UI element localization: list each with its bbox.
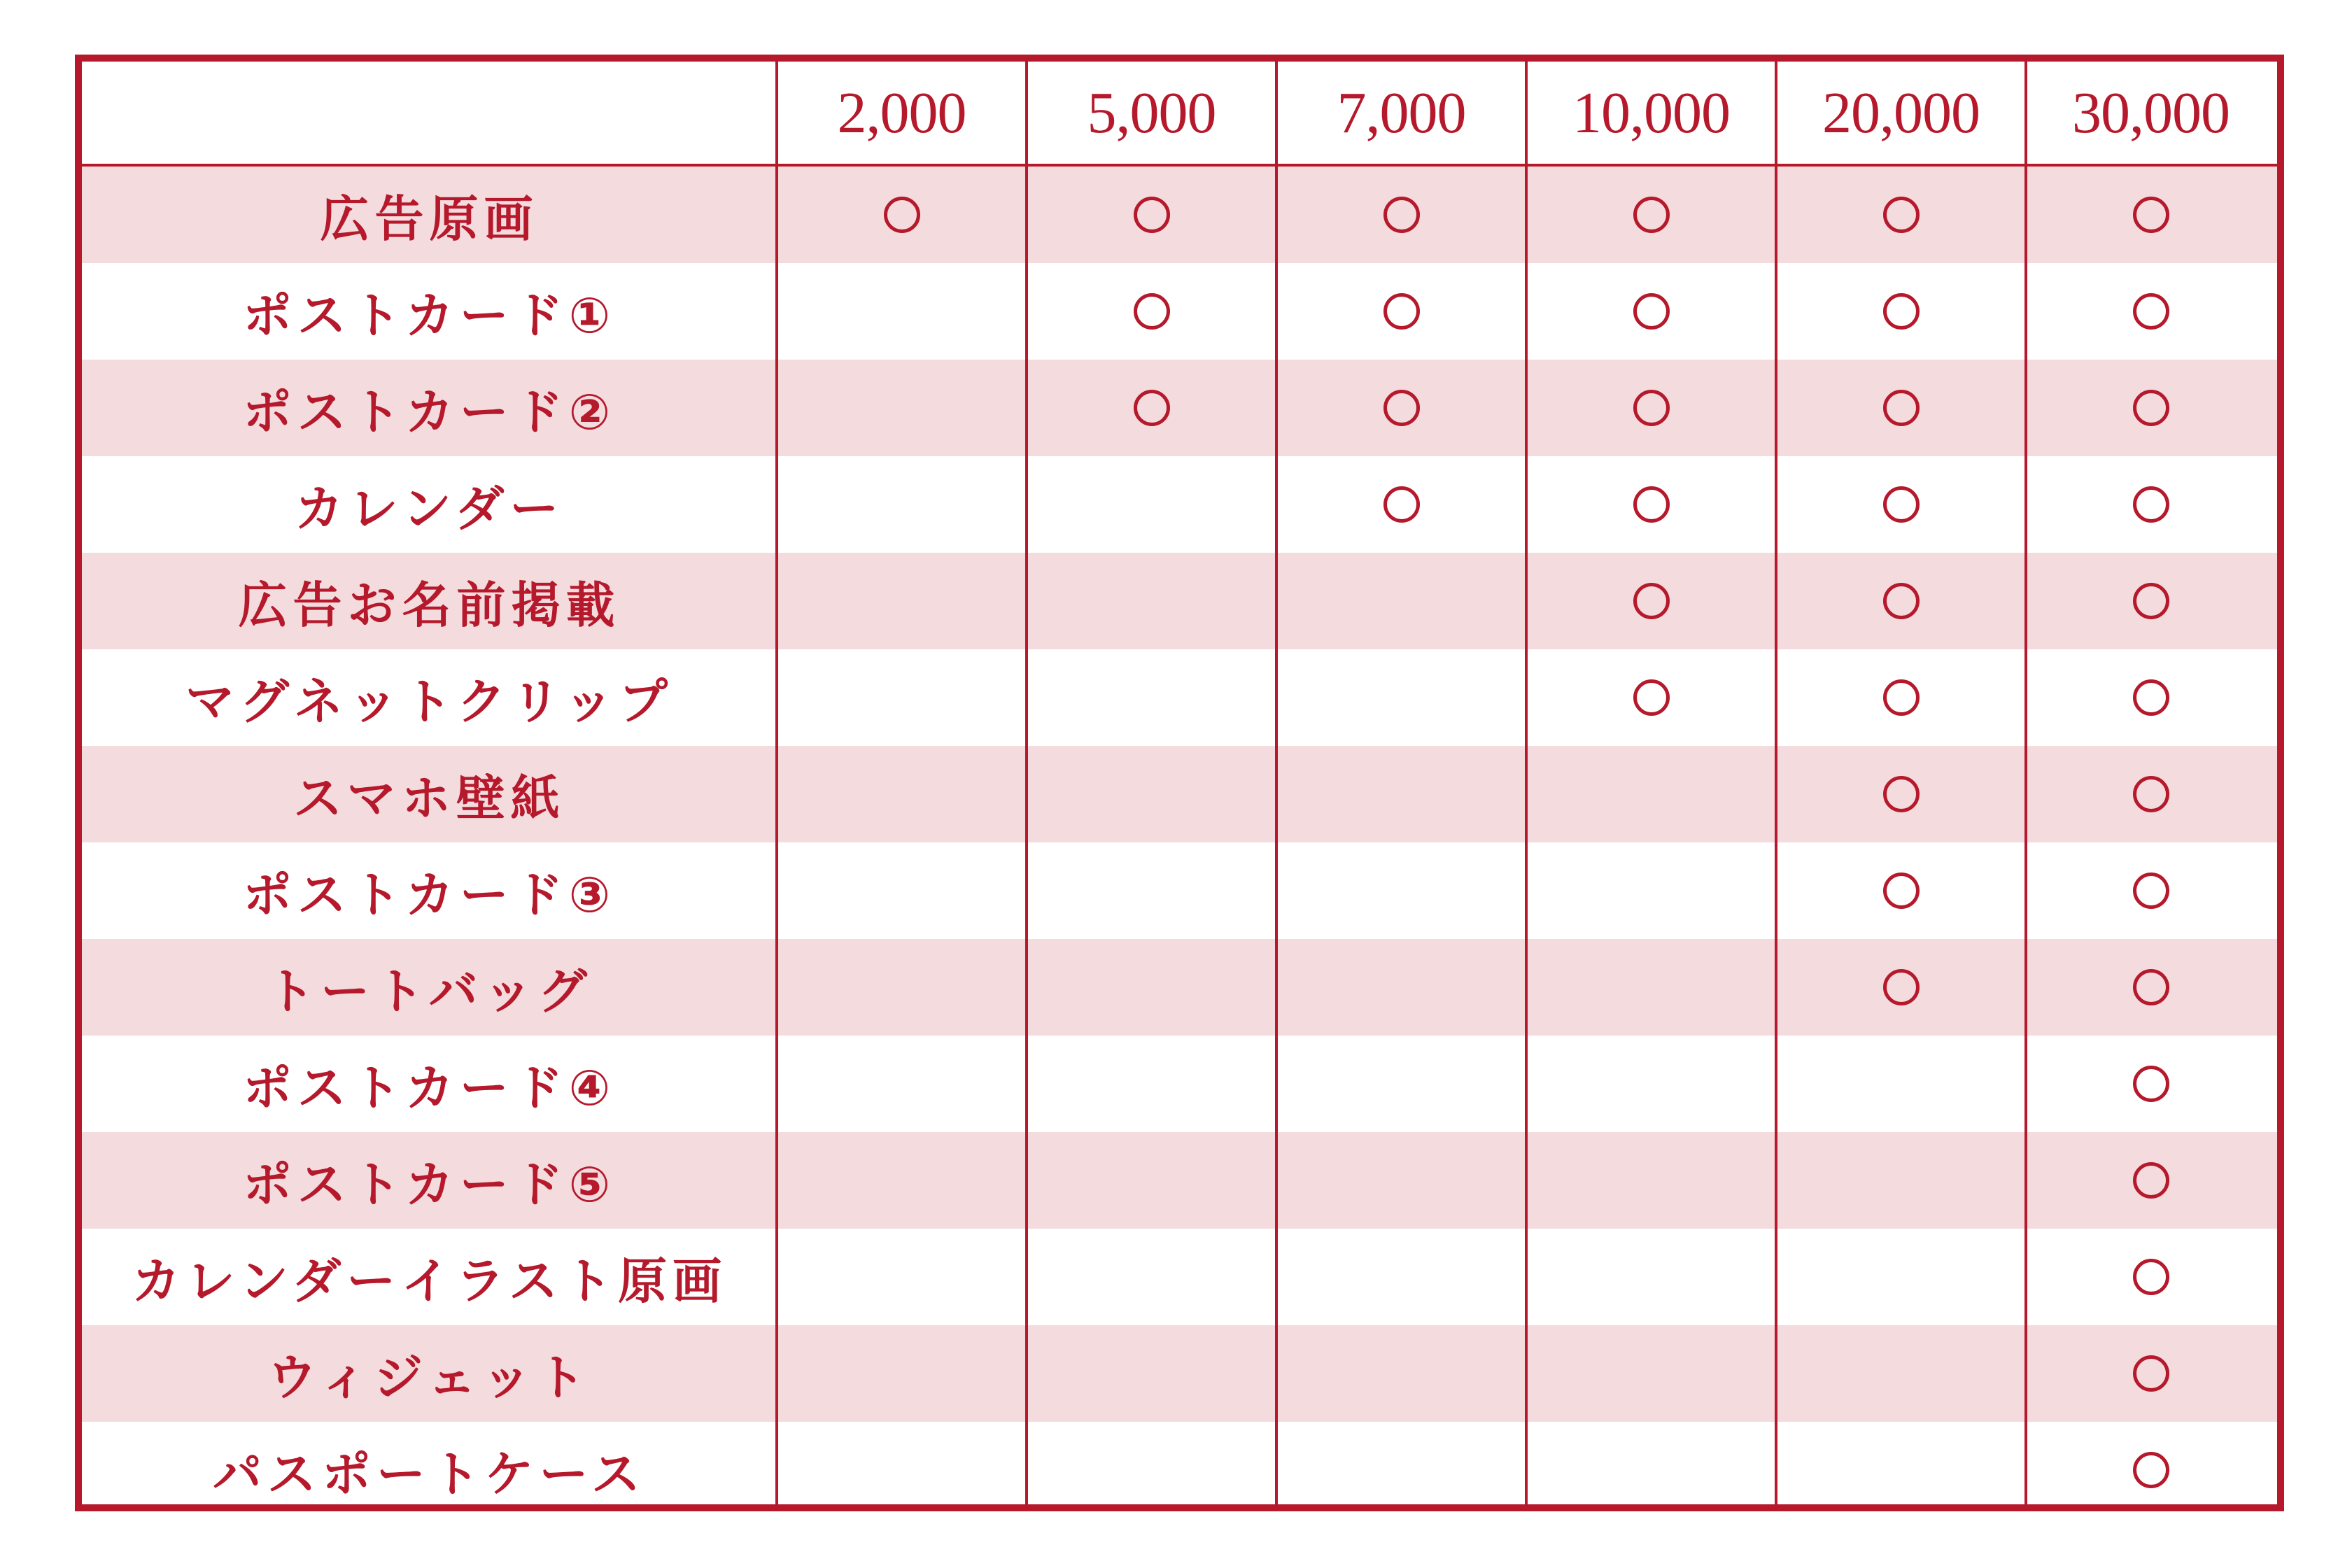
included-circle-icon	[2133, 486, 2169, 523]
table-cell	[1776, 842, 2026, 939]
table-cell	[1027, 1229, 1276, 1325]
table-row	[82, 842, 2277, 939]
table-cell	[2026, 360, 2276, 456]
table-cell	[1526, 1229, 1776, 1325]
table-cell	[777, 1325, 1027, 1422]
table-cell	[1276, 649, 1526, 746]
table-cell	[1276, 939, 1526, 1036]
table-row	[82, 746, 2277, 842]
table-cell	[2026, 746, 2276, 842]
table-cell	[1776, 456, 2026, 553]
table-cell	[1526, 1325, 1776, 1422]
table-cell	[1776, 1132, 2026, 1229]
table-cell	[2026, 1422, 2276, 1518]
included-circle-icon	[1883, 293, 1920, 330]
row-label: スマホ壁紙	[293, 769, 565, 827]
table-cell	[777, 360, 1027, 456]
row-label: ポストカード①	[242, 286, 617, 344]
included-circle-icon	[1383, 390, 1420, 426]
row-label: カレンダーイラスト原画	[131, 1252, 728, 1310]
table-cell	[1276, 1422, 1526, 1518]
table-cell	[777, 1036, 1027, 1132]
table-cell	[1027, 456, 1276, 553]
table-cell	[2026, 842, 2276, 939]
included-circle-icon	[1134, 390, 1170, 426]
table-cell	[1526, 553, 1776, 649]
table-cell	[777, 649, 1027, 746]
table-cell	[1027, 1132, 1276, 1229]
included-circle-icon	[2133, 293, 2169, 330]
table-cell	[2026, 1325, 2276, 1422]
table-cell	[1776, 263, 2026, 360]
table-cell	[1276, 167, 1526, 263]
table-cell	[1027, 1036, 1276, 1132]
table-cell	[1027, 1325, 1276, 1422]
included-circle-icon	[1883, 486, 1920, 523]
tier-header-30000: 30,000	[2072, 80, 2230, 146]
row-label: マグネットクリップ	[185, 672, 674, 730]
table-cell	[1276, 1132, 1526, 1229]
table-cell	[1027, 1422, 1276, 1518]
table-cell	[777, 1229, 1027, 1325]
included-circle-icon	[1883, 776, 1920, 812]
table-cell	[1526, 939, 1776, 1036]
included-circle-icon	[884, 197, 920, 233]
table-cell	[1027, 263, 1276, 360]
included-circle-icon	[1883, 969, 1920, 1005]
column-divider	[2024, 62, 2027, 1504]
table-cell	[777, 1422, 1027, 1518]
included-circle-icon	[2133, 583, 2169, 619]
table-cell	[777, 842, 1027, 939]
table-cell	[1276, 842, 1526, 939]
table-cell	[777, 746, 1027, 842]
included-circle-icon	[1383, 486, 1420, 523]
table-cell	[1776, 1229, 2026, 1325]
included-circle-icon	[2133, 969, 2169, 1005]
table-row	[82, 553, 2277, 649]
column-divider	[1275, 62, 1278, 1504]
row-label: ポストカード④	[242, 1059, 617, 1117]
tier-header-20000: 20,000	[1822, 80, 1980, 146]
included-circle-icon	[1134, 293, 1170, 330]
row-label: ウィジェット	[267, 1348, 591, 1406]
included-circle-icon	[1134, 197, 1170, 233]
column-divider	[1025, 62, 1028, 1504]
table-cell	[1776, 1325, 2026, 1422]
table-row	[82, 1036, 2277, 1132]
table-row	[82, 360, 2277, 456]
table-cell	[2026, 456, 2276, 553]
included-circle-icon	[1633, 293, 1670, 330]
column-divider	[1775, 62, 1777, 1504]
included-circle-icon	[2133, 776, 2169, 812]
column-divider	[775, 62, 778, 1504]
table-cell	[1027, 360, 1276, 456]
table-cell	[1526, 649, 1776, 746]
table-cell	[1526, 456, 1776, 553]
table-cell	[1526, 167, 1776, 263]
table-cell	[777, 553, 1027, 649]
table-cell	[1027, 746, 1276, 842]
table-row	[82, 649, 2277, 746]
tier-header-5000: 5,000	[1087, 80, 1216, 146]
table-row	[82, 1325, 2277, 1422]
tier-header-2000: 2,000	[837, 80, 966, 146]
table-cell	[1526, 746, 1776, 842]
table-cell	[1526, 1132, 1776, 1229]
column-divider	[1525, 62, 1528, 1504]
header-corner-cell	[82, 62, 777, 164]
row-label: ポストカード②	[242, 383, 617, 441]
table-row	[82, 167, 2277, 263]
included-circle-icon	[2133, 1259, 2169, 1295]
table-cell	[1276, 456, 1526, 553]
row-label: パスポートケース	[212, 1445, 647, 1503]
included-circle-icon	[2133, 1162, 2169, 1199]
table-cell	[1776, 553, 2026, 649]
table-cell	[1276, 1036, 1526, 1132]
table-cell	[1276, 263, 1526, 360]
table-cell	[2026, 167, 2276, 263]
table-row	[82, 1132, 2277, 1229]
table-cell	[1776, 167, 2026, 263]
table-cell	[1526, 842, 1776, 939]
table-cell	[1276, 1325, 1526, 1422]
table-cell	[2026, 553, 2276, 649]
table-cell	[1776, 360, 2026, 456]
table-cell	[1276, 553, 1526, 649]
row-label: トートバッグ	[266, 962, 593, 1020]
table-cell	[2026, 939, 2276, 1036]
table-cell	[1276, 360, 1526, 456]
included-circle-icon	[1633, 486, 1670, 523]
included-circle-icon	[2133, 1066, 2169, 1102]
included-circle-icon	[1633, 197, 1670, 233]
included-circle-icon	[2133, 873, 2169, 909]
included-circle-icon	[1633, 390, 1670, 426]
table-row	[82, 1422, 2277, 1518]
table-row	[82, 263, 2277, 360]
included-circle-icon	[1883, 583, 1920, 619]
table-row	[82, 939, 2277, 1036]
table-cell	[2026, 1132, 2276, 1229]
table-cell	[1526, 1422, 1776, 1518]
included-circle-icon	[1633, 679, 1670, 716]
included-circle-icon	[2133, 1452, 2169, 1488]
table-cell	[1276, 1229, 1526, 1325]
table-cell	[777, 263, 1027, 360]
included-circle-icon	[1383, 293, 1420, 330]
included-circle-icon	[1883, 679, 1920, 716]
table-cell	[1776, 939, 2026, 1036]
tier-header-10000: 10,000	[1572, 80, 1730, 146]
table-row	[82, 1229, 2277, 1325]
table-row	[82, 456, 2277, 553]
table-cell	[1776, 649, 2026, 746]
tier-header-7000: 7,000	[1337, 80, 1466, 146]
table-cell	[1776, 1422, 2026, 1518]
row-label: 広告お名前掲載	[238, 576, 621, 634]
table-cell	[1027, 167, 1276, 263]
table-cell	[2026, 1229, 2276, 1325]
included-circle-icon	[2133, 197, 2169, 233]
row-label: カレンダー	[294, 479, 565, 537]
table-cell	[1027, 649, 1276, 746]
table-cell	[1776, 746, 2026, 842]
table-cell	[777, 1132, 1027, 1229]
table-cell	[1526, 360, 1776, 456]
included-circle-icon	[1883, 873, 1920, 909]
included-circle-icon	[2133, 1355, 2169, 1392]
included-circle-icon	[2133, 390, 2169, 426]
row-label: ポストカード⑤	[242, 1155, 617, 1213]
included-circle-icon	[2133, 679, 2169, 716]
row-label: ポストカード③	[242, 866, 617, 924]
table-cell	[1526, 1036, 1776, 1132]
table-cell	[2026, 649, 2276, 746]
row-label: 広告原画	[320, 190, 539, 248]
reward-table	[75, 55, 2284, 1511]
table-cell	[777, 939, 1027, 1036]
table-cell	[1526, 263, 1776, 360]
table-cell	[1027, 939, 1276, 1036]
table-cell	[1027, 553, 1276, 649]
included-circle-icon	[1883, 390, 1920, 426]
included-circle-icon	[1383, 197, 1420, 233]
table-cell	[777, 456, 1027, 553]
included-circle-icon	[1633, 583, 1670, 619]
table-cell	[1027, 842, 1276, 939]
table-cell	[2026, 263, 2276, 360]
table-cell	[777, 167, 1027, 263]
included-circle-icon	[1883, 197, 1920, 233]
header-row	[82, 62, 2277, 167]
table-cell	[1776, 1036, 2026, 1132]
table-cell	[2026, 1036, 2276, 1132]
table-cell	[1276, 746, 1526, 842]
